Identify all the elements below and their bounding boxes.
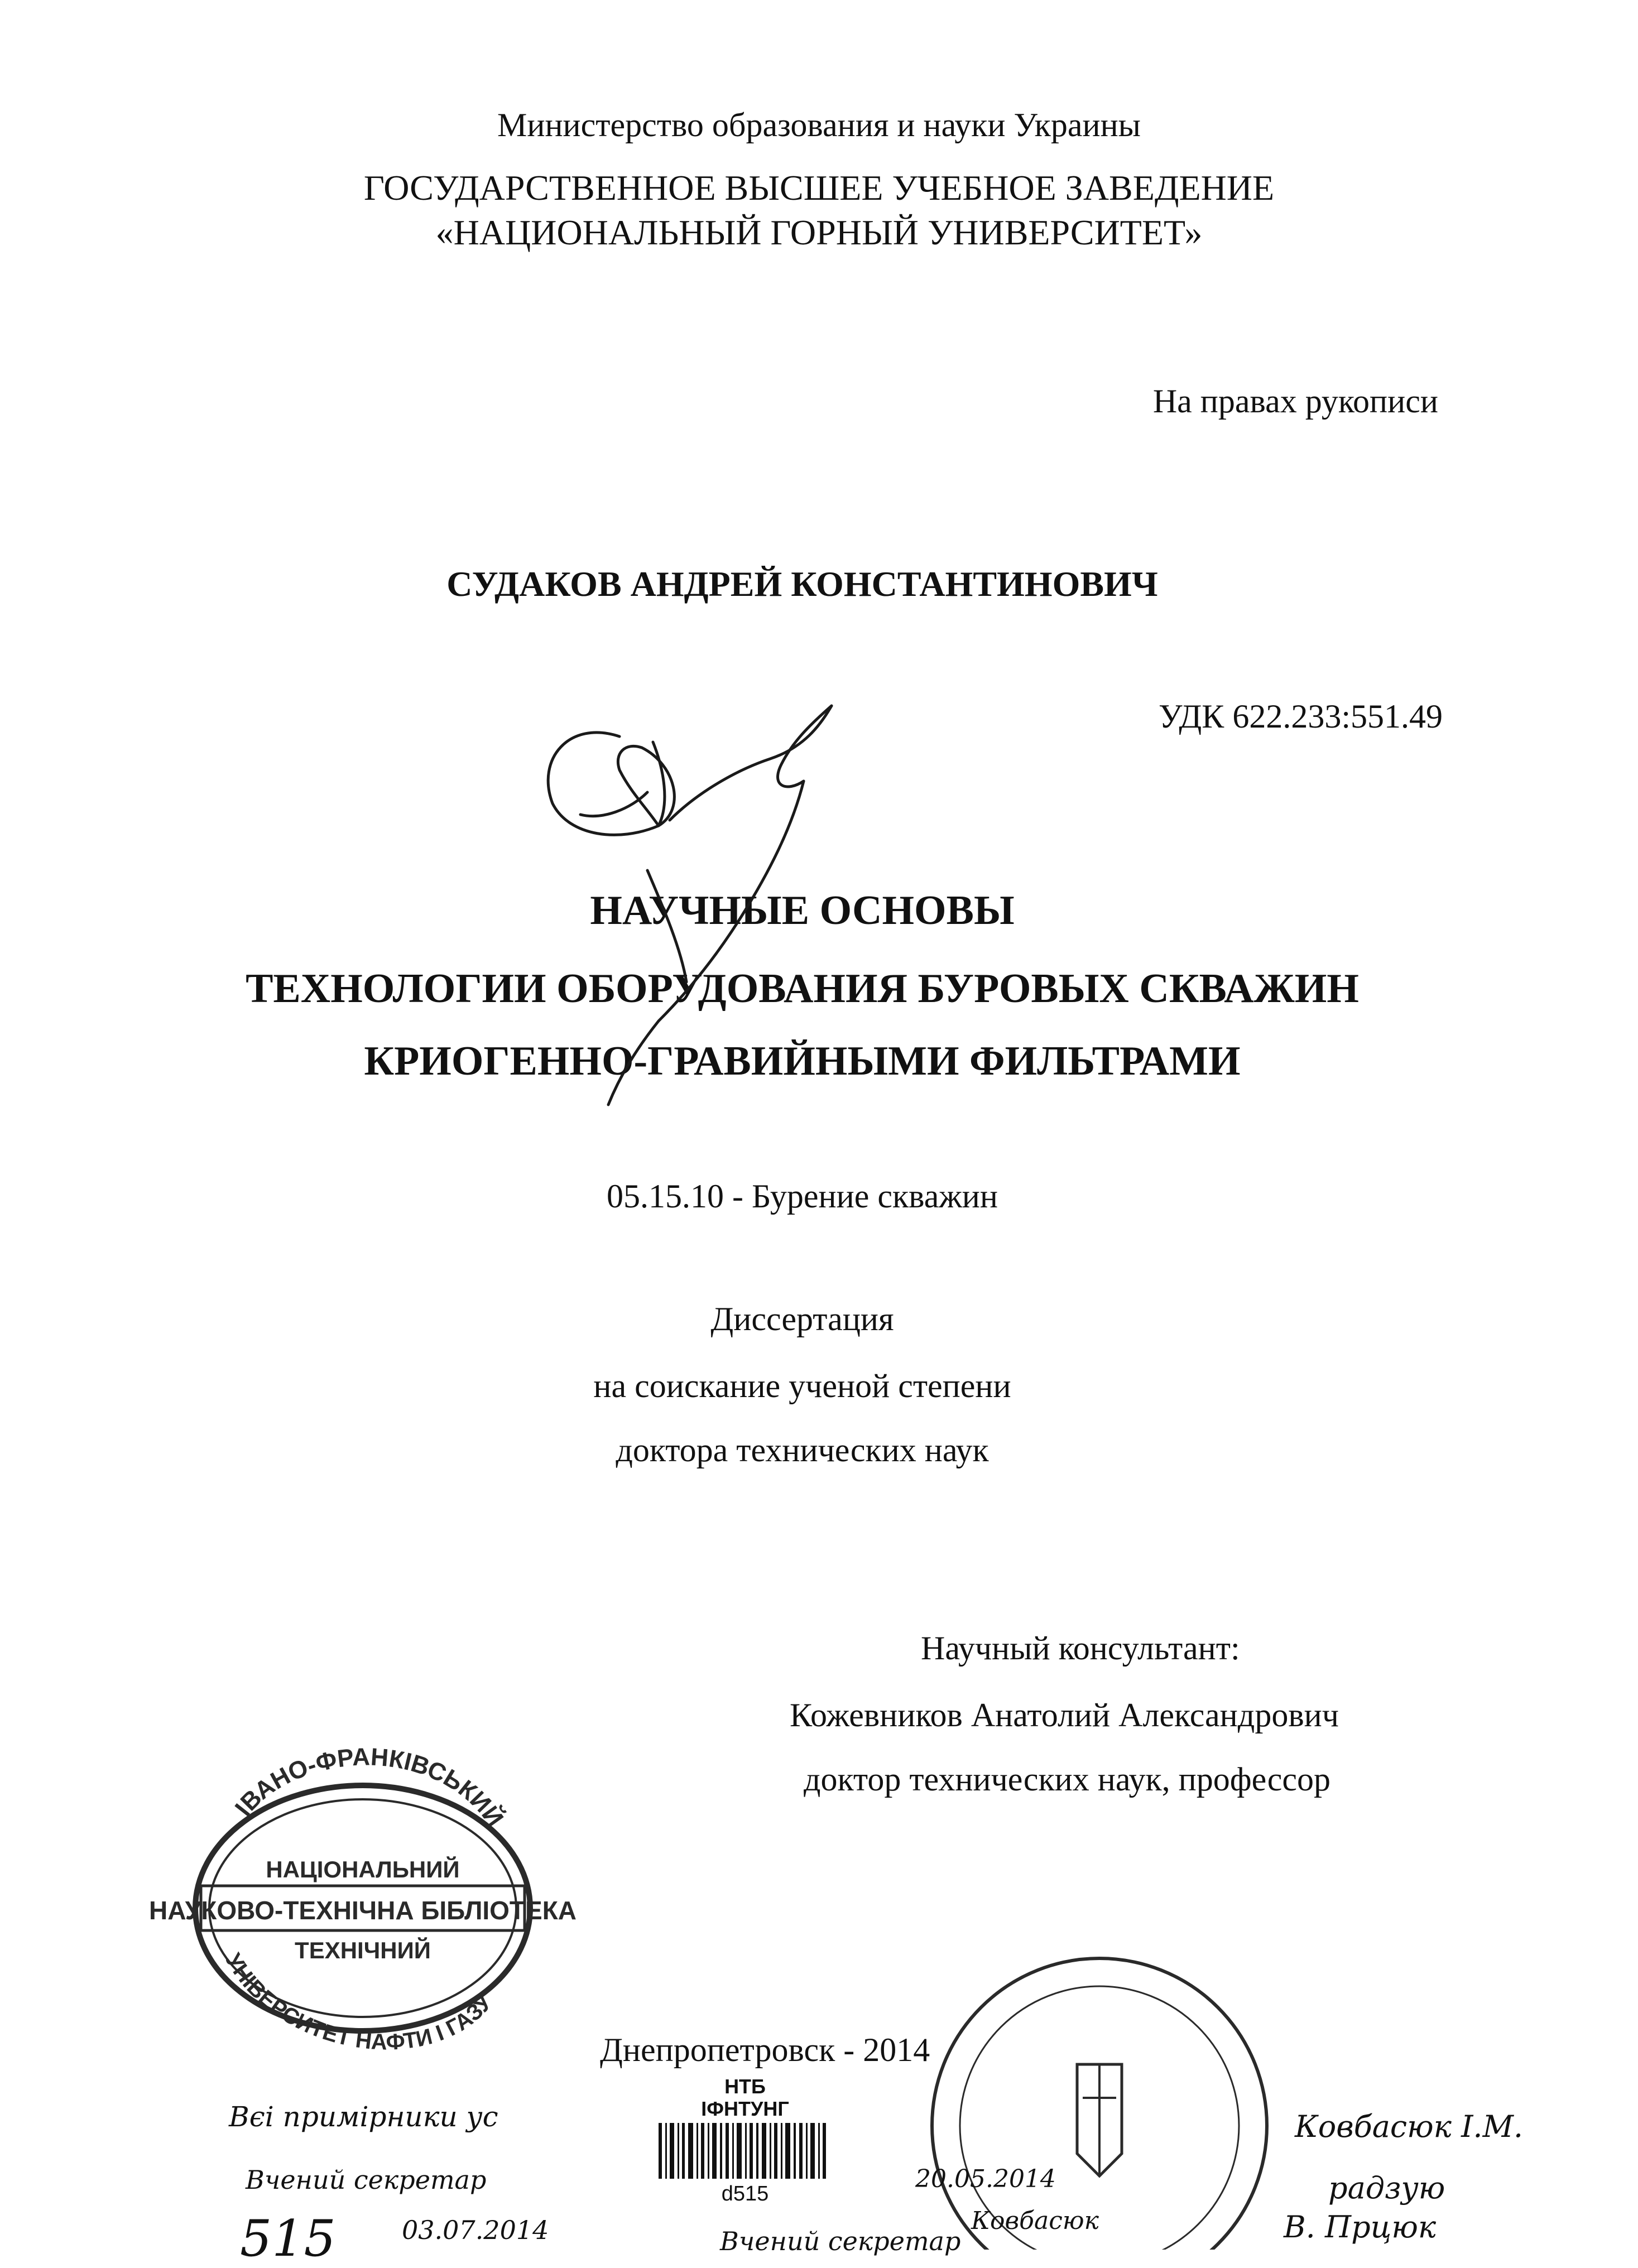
- barcode-code: d515: [721, 2182, 769, 2206]
- city-year: Днепропетровск - 2014: [600, 2031, 930, 2068]
- inventory-number: 515: [240, 2209, 336, 2268]
- udk-code: УДК 622.233:551.49: [1158, 698, 1443, 735]
- consultant-name: Кожевников Анатолий Александрович: [790, 1697, 1339, 1733]
- stamp-line-2: НАУКОВО-ТЕХНІЧНА БІБЛІОТЕКА: [148, 1896, 577, 1925]
- stamp-arc-bottom: УНІВЕРСИТЕТ НАФТИ І ГАЗУ: [220, 1949, 497, 2055]
- handwritten-mid-date: 20.05.2014: [915, 2165, 1056, 2193]
- specialty: 05.15.10 - Бурение скважин: [606, 1178, 998, 1215]
- handwritten-left-date: 03.07.2014: [402, 2215, 549, 2245]
- handwritten-right-sign: В. Прцюк: [1284, 2209, 1437, 2245]
- handwritten-right-name: Ковбасюк І.М.: [1295, 2109, 1524, 2144]
- manuscript-note: На правах рукописи: [1152, 383, 1438, 420]
- degree-line-1: Диссертация: [710, 1301, 894, 1337]
- handwritten-right-word: радзую: [1328, 2170, 1445, 2206]
- barcode-bars: [653, 2120, 837, 2182]
- institution-line-1: ГОСУДАРСТВЕННОЕ ВЫСШЕЕ УЧЕБНОЕ ЗАВЕДЕНИЕ: [363, 168, 1275, 208]
- title-line-3: КРИОГЕННО-ГРАВИЙНЫМИ ФИЛЬТРАМИ: [364, 1038, 1241, 1084]
- consultant-label: Научный консультант:: [921, 1630, 1240, 1667]
- barcode-label: [653, 2076, 837, 2215]
- degree-line-2: на соискание ученой степени: [593, 1367, 1011, 1404]
- barcode-title-1: НТБ: [724, 2075, 766, 2098]
- stamp-line-3: ТЕХНІЧНИЙ: [295, 1937, 431, 1963]
- title-line-1: НАУЧНЫЕ ОСНОВЫ: [590, 888, 1015, 933]
- stamp-line-1: НАЦІОНАЛЬНИЙ: [266, 1856, 460, 1882]
- handwritten-bottom-mid: Вчений секретар: [720, 2226, 961, 2256]
- stamp-arc-top: ІВАНО-ФРАНКІВСЬКИЙ: [229, 1743, 509, 1832]
- author-name: СУДАКОВ АНДРЕЙ КОНСТАНТИНОВИЧ: [446, 564, 1158, 604]
- degree-line-3: доктора технических наук: [616, 1432, 989, 1468]
- title-line-2: ТЕХНОЛОГИИ ОБОРУДОВАНИЯ БУРОВЫХ СКВАЖИН: [246, 966, 1359, 1012]
- ministry-line: Министерство образования и науки Украины: [497, 107, 1141, 143]
- barcode-title-2: ІФНТУНГ: [701, 2097, 789, 2120]
- institution-line-2: «НАЦИОНАЛЬНЫЙ ГОРНЫЙ УНИВЕРСИТЕТ»: [435, 213, 1203, 252]
- consultant-title: доктор технических наук, профессор: [804, 1761, 1331, 1798]
- handwritten-left-line-1: Вєі примірники ус: [229, 2101, 498, 2133]
- handwritten-mid-text: Ковбасюк: [971, 2207, 1099, 2235]
- handwritten-left-line-2: Вчений секретар: [246, 2165, 487, 2195]
